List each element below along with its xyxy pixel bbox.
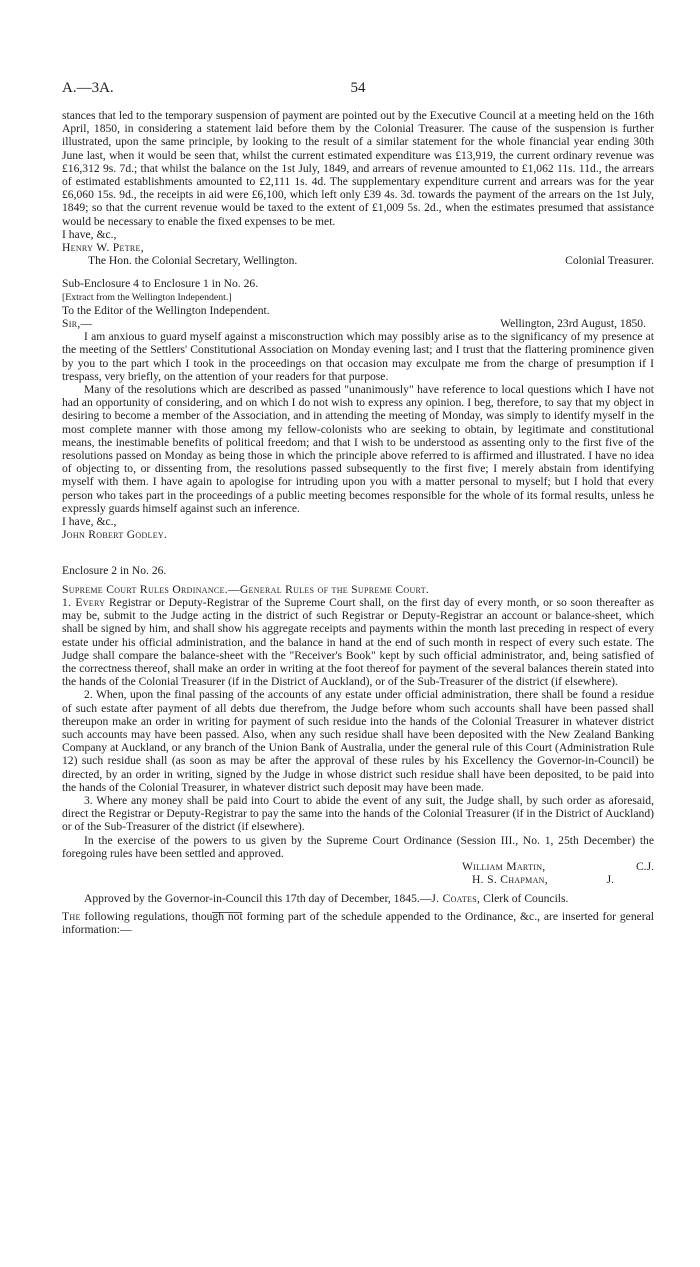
godley-signer: John Robert Godley. xyxy=(62,528,168,542)
rule-3: 3. Where any money shall be paid into Court to abide the event of any suit, the Judge shall, by such order as aforesaid, direct the Registrar or Deputy-Registrar to pay the same into the hands of the Colonial Treasurer (if in the District of Auckland) or of the Sub-Treasurer of the district (if elsewhere). xyxy=(62,793,654,834)
letter-addressee: The Hon. the Colonial Secretary, Wellington. xyxy=(88,254,298,268)
approval-text: Approved by the Governor-in-Council this 17th day of December, 1845.— xyxy=(84,892,432,906)
godley-paragraph-2: Many of the resolutions which are described as passed "unanimously" have reference to local questions which I have not had an opportunity of considering, and on which I do not wish to express any opinion. I beg, therefore, to say that my object in desiring to become a member of the Association, and in attending the meeting of Monday, was simply to identify myself in the most complete manner with those among my fellow-colonists who are seeking to obtain, by legitimate and constitutional means, the inestimable benefits of political freedom; and that I wish to be understood as assenting only to the first five of the resolutions passed on Monday as being those in which the principle above referred to is affirmed and illustrated. I have no idea of objecting to, or dissenting from, the resolutions passed subsequently to the first five; I merely abstain from identifying myself with them. I have again to apologise for intruding upon you with a matter personal to myself; but I hold that every person who takes part in the proceedings of a public meeting becomes responsible for the whole of its formal results, unless he expressly guards himself against such an inference. xyxy=(62,383,654,515)
page-number: 54 xyxy=(350,80,366,96)
rule-1-text: Registrar or Deputy-Registrar of the Supreme Court shall, on the first day of every month, or so soon thereafter as may be, submit to the Judge acting in the district of such Registrar or Deputy-Registrar an account or balance-sheet, which shall be signed by him, and shall show his aggregate receipts and payments within the month last preceding in respect of every estate under his official administration, and the balance in hand at the end of such month in respect of every such estate. The Judge shall compare the balance-sheet with the "Receiver's Book" kept by such official administrator, and, being satisfied of the correctness thereof, shall make an order in writing at the foot thereof for payment of the several balances therein stated into the hands of the Colonial Treasurer (if in the District of Auckland), or of the Sub-Treasurer of the district (if elsewhere). xyxy=(62,595,654,689)
to-editor-line: To the Editor of the Wellington Independent. xyxy=(62,303,270,317)
salutation: Sir,— xyxy=(62,317,93,331)
following-regulations xyxy=(62,910,654,936)
document-reference: A.—3A. xyxy=(62,80,114,96)
page-content xyxy=(62,109,654,936)
rule-1-lead: 1. Every xyxy=(62,595,106,609)
godley-closing: I have, &c., xyxy=(62,515,117,529)
sig-chapman-title: J. xyxy=(606,873,614,887)
salutation-row xyxy=(62,317,654,330)
letter-signer: Henry W. Petre, xyxy=(62,241,144,255)
approval-clerk-name: J. Coates, xyxy=(431,892,481,906)
ordinance-subheading: Supreme Court Rules Ordinance.—General Rules of the Supreme Court. xyxy=(62,582,430,596)
exercise-paragraph: In the exercise of the powers to us given by the Supreme Court Ordinance (Session III., No. 1, 25th December) the foregoing rules have been settled and approved. xyxy=(62,833,654,860)
sig-martin-title: C.J. xyxy=(635,859,654,873)
approval-line xyxy=(62,892,654,905)
letter-body: stances that led to the temporary suspension of payment are pointed out by the Executive Council at a meeting held on the 16th April, 1850, in considering a statement laid before them by the Colonial Treasurer. The cause of the suspension is further illustrated, upon the same principle, by looking to the result of a similar statement for the whole financial year ending 30th June last, when it would be seen that, whilst the current estimated expenditure was £13,919, the current ordinary revenue was £16,312 9s. 7d.; that whilst the balance on the 1st July, 1849, and arrears of revenue amounted to £1,062 11s. 11d., the arrears of estimated establishments amounted to £2,111 1s. 4d. The supplementary expenditure current and arrears was for the year £6,060 15s. 9d., the receipts in aid were £6,100, which left only £39 4s. 3d. towards the payment of the arrears on the 1st July, 1849; so that the current revenue would be taxed to the extent of £1,009 5s. 2d., when the estimates presumed that assistance would be necessary to enable the fixed expenses to be met. xyxy=(62,109,654,228)
enclosure-2-heading: Enclosure 2 in No. 26. xyxy=(62,563,167,577)
letter-signer-title: Colonial Treasurer. xyxy=(565,254,654,268)
signature-chapman xyxy=(462,873,654,886)
page-header xyxy=(62,80,654,100)
following-text: following regulations, though not forming part of the schedule appended to the Ordinance, &c., are inserted for general information:— xyxy=(62,909,655,936)
sub-enclosure-heading: Sub-Enclosure 4 to Enclosure 1 in No. 26. xyxy=(62,277,259,291)
sig-chapman-name: H. S. Chapman, xyxy=(472,873,548,887)
extract-note: [Extract from the Wellington Independent.] xyxy=(62,291,232,303)
rule-1 xyxy=(62,596,654,688)
sig-martin-name: William Martin, xyxy=(462,859,546,873)
place-date: Wellington, 23rd August, 1850. xyxy=(500,317,646,331)
approval-clerk-title: Clerk of Councils. xyxy=(483,892,569,906)
signature-martin xyxy=(462,860,654,873)
letter-footer xyxy=(62,254,654,267)
rule-2: 2. When, upon the final passing of the accounts of any estate under official administration, there shall be found a residue of such estate after payment of all debts due therefrom, the Judge before whom such accounts shall have been passed shall thereupon make an order in writing for payment of such residue into the hands of the Colonial Treasurer in whatever district such accounts may have been passed. Also, when any such residue shall have been deposited with the New Zealand Banking Company at Auckland, or any branch of the Union Bank of Australia, under the general rule of this Court (Administration Rule 12) such residue shall (as soon as may be after the approval of these rules by his Excellency the Governor-in-Council) be directed, by an order in writing, signed by the Judge in whose district such residue shall have been deposited, to be paid into the hands of the Colonial Treasurer, in whatever district such deposit may have been made. xyxy=(62,688,654,794)
following-lead: The xyxy=(62,909,81,923)
godley-paragraph-1: I am anxious to guard myself against a misconstruction which may possibly arise as to the significancy of my presence at the meeting of the Settlers' Constitutional Association on Monday evening last; and I trust that the flattering prominence given by you to the part which I took in the proceedings on that occasion may exculpate me from the charge of presumption if I trespass, very briefly, on the attention of your readers for that purpose. xyxy=(62,330,654,383)
judges-signatures xyxy=(462,860,654,886)
letter-closing: I have, &c., xyxy=(62,227,117,241)
